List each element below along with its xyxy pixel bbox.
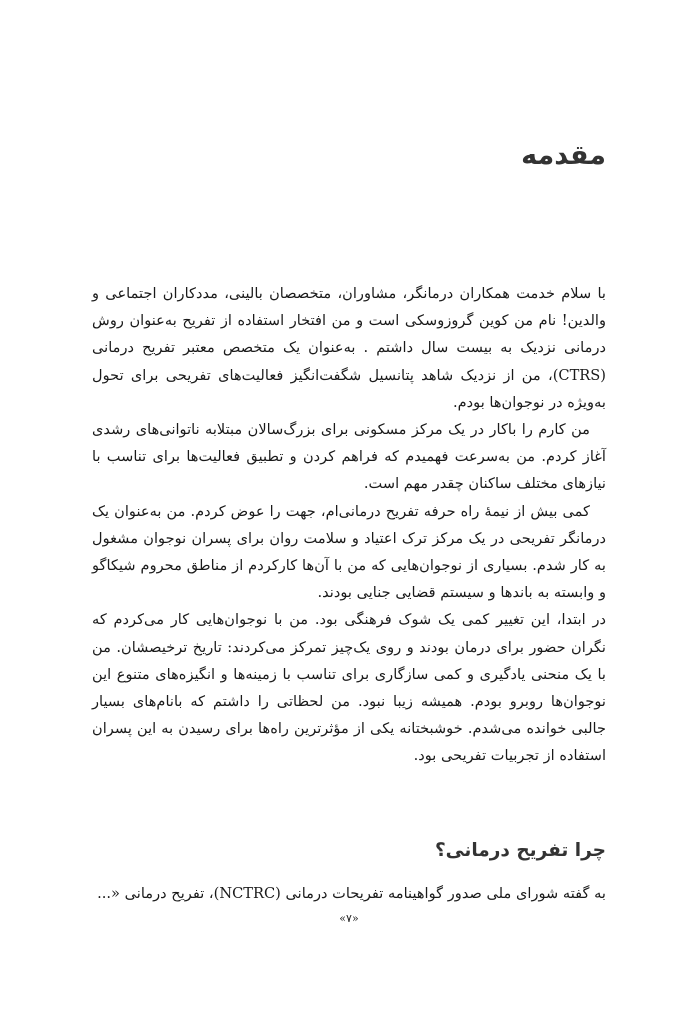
section-paragraph: به گفته شورای ملی صدور گواهینامه تفریحات درمانی (NCTRC)، تفریح درمانی «... xyxy=(97,885,606,902)
paragraph: با سلام خدمت همکاران درمانگر، مشاوران، متخصصان بالینی، مددکاران اجتماعی و والدین! نام من کوین گروزوسکی است و من افتخار استفاده از تفریح به‌عنوان روش درمانی نزدیک به بیست سال داشتم . به‌عنوان یک متخصص معتبر تفریح درمانی (CTRS)، من از نزدیک شاهد پتانسیل شگفت‌انگیز فعالیت‌های تفریحی برای تحول به‌ویژه در نوجوان‌ها بودم. xyxy=(92,285,606,411)
page-number: «۷» xyxy=(339,912,359,925)
section-heading: چرا تفریح درمانی؟ xyxy=(434,840,606,861)
body-text xyxy=(92,280,606,770)
paragraph: کمی بیش از نیمهٔ راه حرفه تفریح درمانی‌ام، جهت را عوض کردم. من به‌عنوان یک درمانگر تفریحی در یک مرکز ترک اعتیاد و سلامت روان برای پسران نوجوان مشغول به کار شدم. بسیاری از نوجوان‌هایی که من با آن‌ها کارکردم از مناطق محروم شیکاگو و وابسته به باندها و سیستم قضایی جنایی بودند. xyxy=(92,502,606,602)
paragraph: من کارم را باکار در یک مرکز مسکونی برای بزرگ‌سالان مبتلابه ناتوانی‌های رشدی آغاز کردم. من به‌سرعت فهمیدم که فراهم کردن و تطبیق فعالیت‌ها برای تناسب با نیازهای مختلف ساکنان چقدر مهم است. xyxy=(92,421,606,493)
page-title: مقدمه xyxy=(521,140,606,171)
paragraph: در ابتدا، این تغییر کمی یک شوک فرهنگی بود. من با نوجوان‌هایی کار می‌کردم که نگران حضور برای درمان بودند و روی یک‌چیز تمرکز می‌کردند: تاریخ ترخیصشان. من با یک منحنی یادگیری و کمی سازگاری برای تناسب با زمینه‌ها و انگیزه‌های متنوع این نوجوان‌ها روبرو بودم. همیشه زیبا نبود. من لحظاتی را داشتم که بانام‌های بسیار جالبی خوانده می‌شدم. خوشبختانه یکی از مؤثرترین راه‌ها برای رسیدن به این پسران استفاده از تجربیات تفریحی بود. xyxy=(92,611,606,765)
